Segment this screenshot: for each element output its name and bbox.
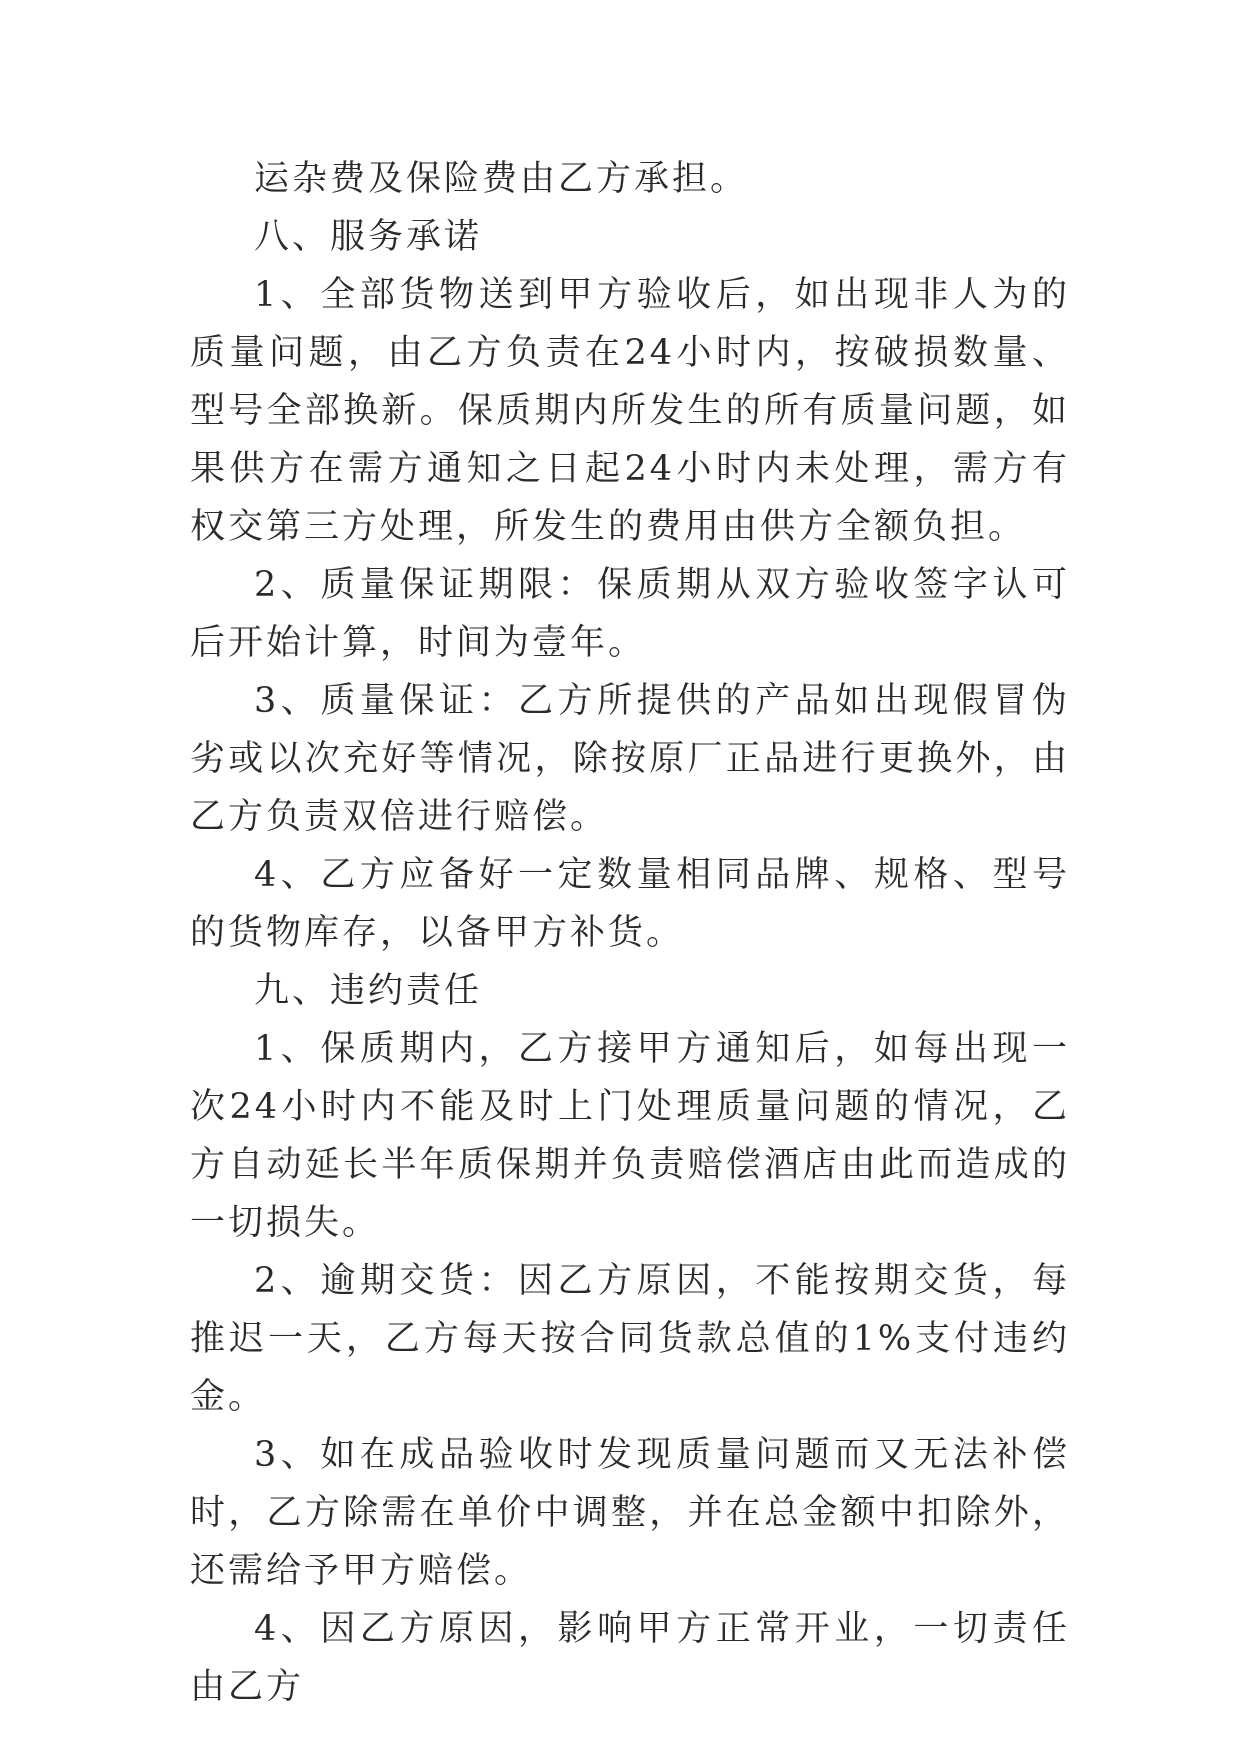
section-heading-liability: 九、违约责任 [254, 971, 483, 1011]
paragraph-service-item-3: 3、质量保证：乙方所提供的产品如出现假冒伪劣或以次充好等情况，除按原厂正品进行更换外，由乙方负责双倍进行赔偿。 [190, 681, 1070, 837]
paragraph-liability-item-3: 3、如在成品验收时发现质量问题而又无法补偿时，乙方除需在单价中调整，并在总金额中扣除外，还需给予甲方赔偿。 [190, 1435, 1070, 1591]
paragraph-service-item-1: 1、全部货物送到甲方验收后，如出现非人为的质量问题，由乙方负责在24小时内，按破损数量、型号全部换新。保质期内所发生的所有质量问题，如果供方在需方通知之日起24小时内未处理，需方有权交第三方处理，所发生的费用由供方全额负担。 [190, 275, 1070, 547]
paragraph-liability-item-1: 1、保质期内，乙方接甲方通知后，如每出现一次24小时内不能及时上门处理质量问题的情况，乙方自动延长半年质保期并负责赔偿酒店由此而造成的一切损失。 [190, 1029, 1070, 1243]
paragraph-freight-insurance: 运杂费及保险费由乙方承担。 [254, 159, 749, 199]
document-body [190, 150, 1070, 1716]
section-heading-service-commitment: 八、服务承诺 [254, 217, 483, 257]
paragraph-liability-item-2: 2、逾期交货：因乙方原因，不能按期交货，每推迟一天，乙方每天按合同货款总值的1%支付违约金。 [190, 1261, 1070, 1417]
paragraph-liability-item-4: 4、因乙方原因，影响甲方正常开业，一切责任由乙方 [190, 1609, 1070, 1707]
paragraph-service-item-4: 4、乙方应备好一定数量相同品牌、规格、型号的货物库存，以备甲方补货。 [190, 855, 1070, 953]
paragraph-service-item-2: 2、质量保证期限：保质期从双方验收签字认可后开始计算，时间为壹年。 [190, 565, 1070, 663]
